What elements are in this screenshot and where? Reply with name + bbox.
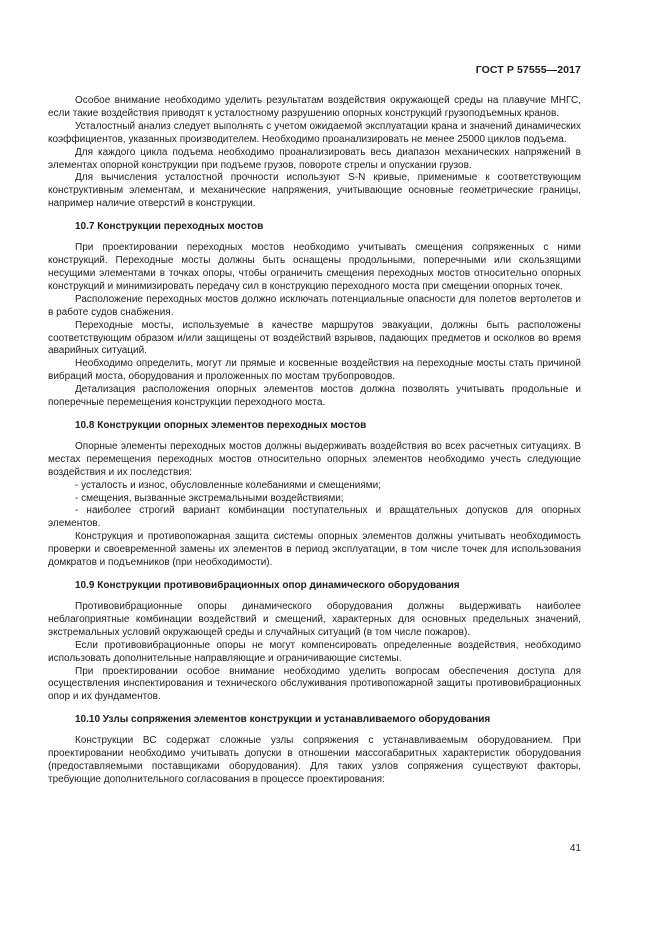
section-heading: 10.7 Конструкции переходных мостов <box>75 221 264 233</box>
page-number: 41 <box>569 843 581 854</box>
list-item: - усталость и износ, обусловленные колебаниями и смещениями; <box>75 479 381 491</box>
document-id: ГОСТ Р 57555—2017 <box>475 64 581 76</box>
paragraph: Детализация расположения опорных элементов мостов должна позволять учитывать продольные и поперечные перемещения конструкции переходного моста. <box>48 384 581 409</box>
list-item: - смещения, вызванные экстремальными воздействиями; <box>75 492 344 504</box>
paragraph: При проектировании переходных мостов необходимо учитывать смещения сопряженных с ними конструкций. Переходные мосты должны быть оснащены продольными, поперечными или скользящими несущими элементами в точках опоры, чтобы ограничить смещения переходных мостов относительно опорных конструкций и минимизировать передачу сил в конструкцию переходного моста при смещении опорных точек. <box>48 242 581 292</box>
paragraph: Конструкция и противопожарная защита системы опорных элементов должны учитывать необходимость проверки и своевременной замены их элементов в период эксплуатации, в том числе точек для использования домкратов и подъемников (при необходимости). <box>48 531 581 569</box>
paragraph: При проектировании особое внимание необходимо уделить вопросам обеспечения доступа для осуществления инспектирования и технического обслуживания противопожарной защиты противовибрационных опор и их фундаментов. <box>48 665 581 703</box>
document-body <box>48 95 581 787</box>
section-heading: 10.9 Конструкции противовибрационных опор динамического оборудования <box>75 580 460 591</box>
section-heading: 10.8 Конструкции опорных элементов переходных мостов <box>75 419 367 431</box>
paragraph: Расположение переходных мостов должно исключать потенциальные опасности для полетов вертолетов и в работе судов снабжения. <box>48 293 581 318</box>
paragraph: Переходные мосты, используемые в качестве маршрутов эвакуации, должны быть расположены соответствующим образом и/или защищены от воздействий взрывов, падающих предметов и осколков во время аварийных ситуаций. <box>48 319 581 357</box>
paragraph: Опорные элементы переходных мостов должны выдерживать воздействия во всех расчетных ситуациях. В местах перемещения переходных мостов относительно опорных элементов необходимо учесть следующие воздействия и их последствия: <box>48 440 581 478</box>
document-page <box>48 0 581 935</box>
paragraph: Конструкции ВС содержат сложные узлы сопряжения с устанавливаемым оборудованием. При проектировании необходимо учитывать допуски в отношении массогабаритных характеристик оборудования (предоставляемыми поставщиками оборудования). Для таких узлов сопряжения существуют факторы, требующие дополнительного согласования в процессе проектирования: <box>48 735 581 785</box>
paragraph: Если противовибрационные опоры не могут компенсировать определенные воздействия, необходимо использовать дополнительные направляющие и ограничивающие системы. <box>48 639 581 664</box>
paragraph: Противовибрационные опоры динамического оборудования должны выдерживать наиболее неблагоприятные комбинации воздействий и смещений, характерных для основных предельных значений, экстремальных условий окружающей среды и случайных ситуаций (в том числе пожаров). <box>48 601 581 638</box>
paragraph: Усталостный анализ следует выполнять с учетом ожидаемой эксплуатации крана и значений динамических коэффициентов, указанных производителем. Необходимо проанализировать не менее 25000 циклов подъема. <box>48 120 581 145</box>
paragraph: Для каждого цикла подъема необходимо проанализировать весь диапазон механических напряжений в элементах опорной конструкции при подъеме грузов, повороте стрелы и опускании грузов. <box>48 146 581 171</box>
paragraph: Особое внимание необходимо уделить результатам воздействия окружающей среды на плавучие МНГС, если такие воздействия приводят к усталостному разрушению опорных конструкций грузоподъемных кранов. <box>48 95 581 119</box>
paragraph: Для вычисления усталостной прочности используют S-N кривые, применимые к соответствующим конструктивным элементам, и механические напряжения, учитывающие основные геометрические границы, например наличие отверстий в конструкции. <box>48 172 581 210</box>
list-item: - наиболее строгий вариант комбинации поступательных и вращательных допусков для опорных элементов. <box>48 505 581 530</box>
section-heading: 10.10 Узлы сопряжения элементов конструкции и устанавливаемого оборудования <box>75 714 491 726</box>
paragraph: Необходимо определить, могут ли прямые и косвенные воздействия на переходные мосты стать причиной вибраций моста, оборудования и проложенных по мостам трубопроводов. <box>48 358 581 383</box>
